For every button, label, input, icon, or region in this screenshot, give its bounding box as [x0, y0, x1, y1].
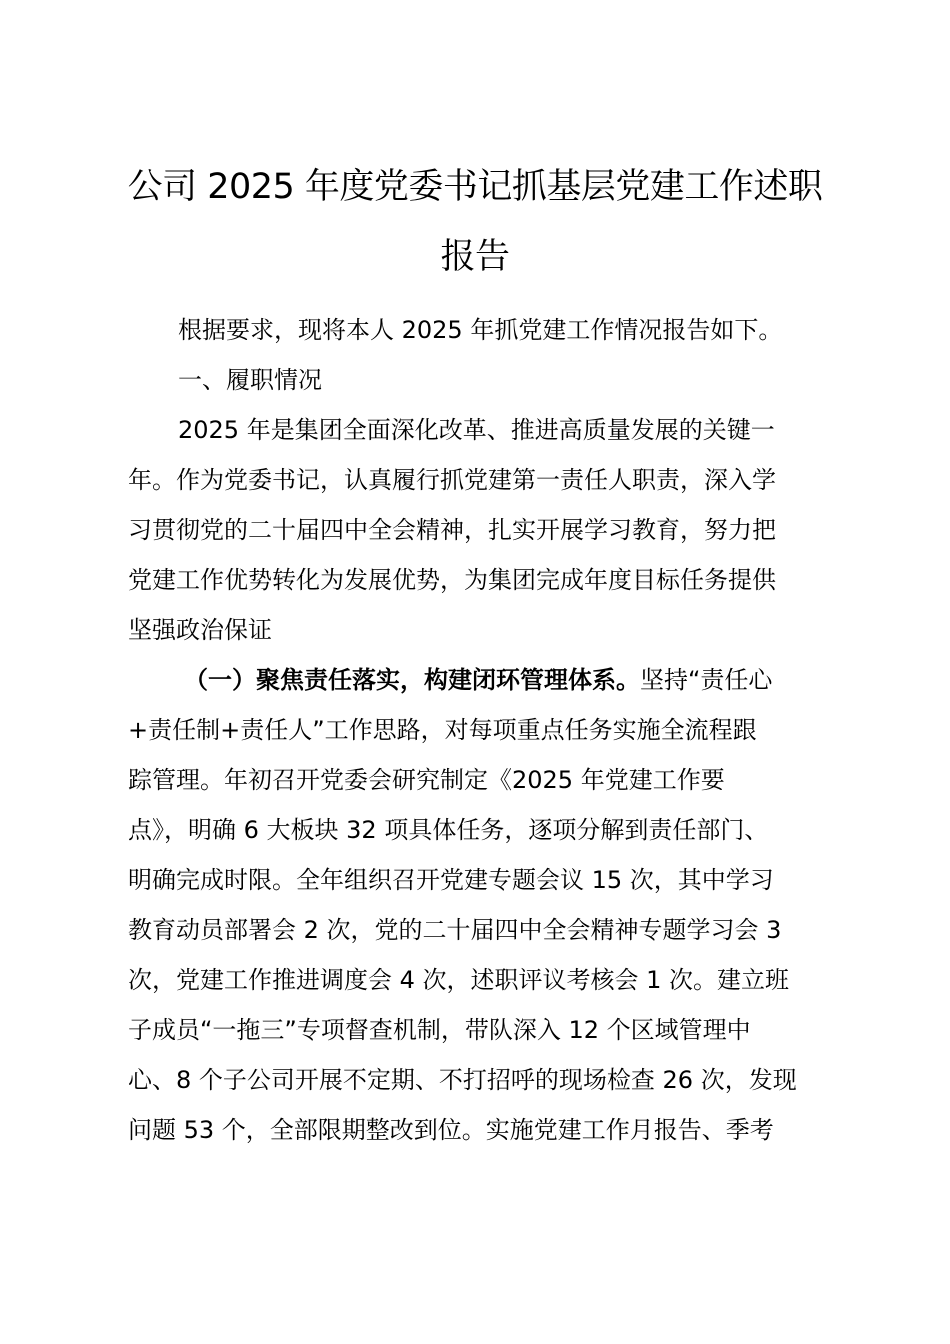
paragraph-line: 踪管理。年初召开党委会研究制定《2025 年党建工作要 [128, 766, 725, 794]
intro-paragraph: 根据要求，现将本人 2025 年抓党建工作情况报告如下。 [178, 316, 783, 344]
paragraph-line: +责任制+责任人”工作思路，对每项重点任务实施全流程跟 [128, 716, 757, 744]
paragraph-line: 点》，明确 6 大板块 32 项具体任务，逐项分解到责任部门、 [128, 816, 769, 844]
paragraph-line: 心、8 个子公司开展不定期、不打招呼的现场检查 26 次，发现 [128, 1066, 797, 1094]
subsection-first-line-text: 坚持“责任心 [640, 666, 773, 694]
paragraph-line: 次，党建工作推进调度会 4 次，述职评议考核会 1 次。建立班 [128, 966, 790, 994]
document-title [110, 152, 840, 292]
paragraph-line: 问题 53 个，全部限期整改到位。实施党建工作月报告、季考 [128, 1116, 774, 1144]
title-line-2: 报告 [440, 237, 510, 277]
paragraph-line: 子成员“一拖三”专项督查机制，带队深入 12 个区域管理中 [128, 1016, 751, 1044]
paragraph-line: 年。作为党委书记，认真履行抓党建第一责任人职责，深入学 [128, 466, 776, 494]
paragraph-line: 2025 年是集团全面深化改革、推进高质量发展的关键一 [178, 416, 775, 444]
subsection-first-line [128, 655, 832, 705]
subsection-1 [128, 655, 832, 1155]
paragraph-1 [128, 405, 832, 655]
paragraph-line: 教育动员部署会 2 次，党的二十届四中全会精神专题学习会 3 [128, 916, 782, 944]
title-line-1: 公司 2025 年度党委书记抓基层党建工作述职 [127, 167, 823, 207]
paragraph-line: 党建工作优势转化为发展优势，为集团完成年度目标任务提供 [128, 566, 776, 594]
paragraph-line: 坚强政治保证 [128, 616, 272, 644]
paragraph-line: 明确完成时限。全年组织召开党建专题会议 15 次，其中学习 [128, 866, 774, 894]
paragraph-line: 习贯彻党的二十届四中全会精神，扎实开展学习教育，努力把 [128, 516, 776, 544]
subsection-heading: （一）聚焦责任落实，构建闭环管理体系。 [184, 666, 640, 694]
section-heading: 一、履职情况 [178, 366, 322, 394]
document-body [128, 305, 832, 1155]
